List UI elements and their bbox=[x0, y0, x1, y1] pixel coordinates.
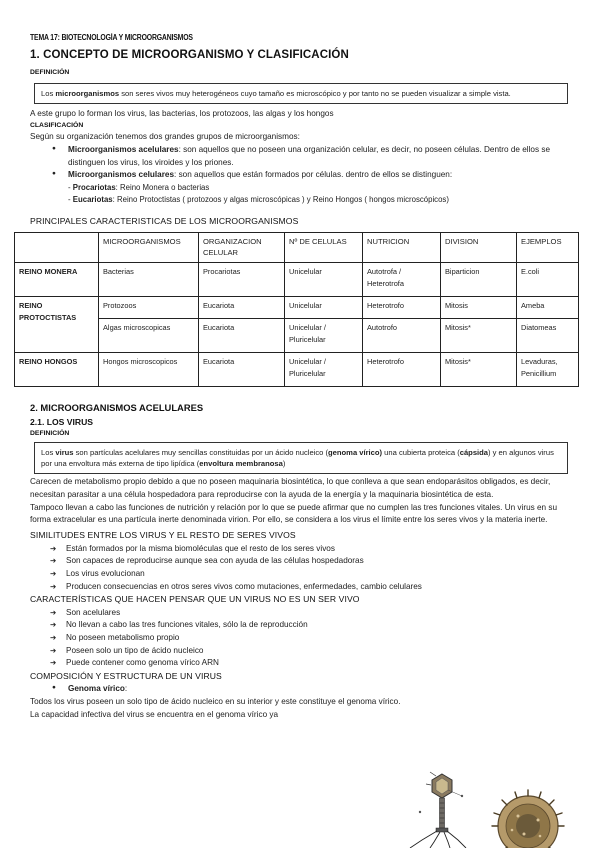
table-cell: Hongos microscopicos bbox=[99, 353, 199, 387]
table-row bbox=[15, 263, 579, 297]
table-cell: Mitosis* bbox=[441, 353, 517, 387]
list-item: ➔ No llevan a cabo las tres funciones vitales, sólo la de reproducción bbox=[50, 619, 572, 632]
table-row bbox=[15, 319, 579, 353]
table-cell: Protozoos bbox=[99, 297, 199, 319]
table-cell: Eucariota bbox=[199, 297, 285, 319]
spherical-virus-illustration bbox=[492, 790, 564, 848]
table-row bbox=[15, 353, 579, 387]
definition-label: DEFINICIÓN bbox=[30, 69, 70, 77]
table-cell: Heterotrofo bbox=[363, 297, 441, 319]
table-cell: Autotrofo bbox=[363, 319, 441, 353]
list-item: ➔ Puede contener como genoma vírico ARN bbox=[50, 657, 572, 670]
table-cell: E.coli bbox=[517, 263, 579, 297]
list-item: ➔ No poseen metabolismo propio bbox=[50, 632, 572, 645]
classification-list bbox=[30, 144, 572, 182]
table-cell: Heterotrofo bbox=[363, 353, 441, 387]
table-header-cell: Nº DE CELULAS bbox=[285, 232, 363, 263]
table-cell: Diatomeas bbox=[517, 319, 579, 353]
virus-subtitle: 2.1. LOS VIRUS bbox=[30, 416, 94, 427]
table-header-cell: DIVISION bbox=[441, 232, 517, 263]
list-item: ● Microorganismos celulares: son aquellos que están formados por células. dentro de ellos se distinguen: bbox=[52, 169, 572, 182]
table-cell: Ameba bbox=[517, 297, 579, 319]
table-cell: Autotrofa / Heterotrofa bbox=[363, 263, 441, 297]
list-item: ● Genoma vírico: bbox=[52, 683, 572, 696]
list-item: ➔ Son acelulares bbox=[50, 607, 572, 620]
virus-paragraph-1: Carecen de metabolismo propio debido a que no poseen maquinaria biosintética, lo que conlleva a que sean endoparásitos obligados, es decir, necesitan parasitar a una célula hospedadora para reproducirse con la ayuda de la energía y la maquinaria biosintética de esta. bbox=[30, 477, 551, 500]
table-title: PRINCIPALES CARACTERISTICAS DE LOS MICROORGANISMOS bbox=[30, 216, 299, 227]
classification-intro: Según su organización tenemos dos grandes grupos de microorganismos: bbox=[30, 132, 300, 142]
table-cell: Mitosis bbox=[441, 297, 517, 319]
table-cell: Eucariota bbox=[199, 319, 285, 353]
group-text: A este grupo lo forman los virus, las bacterias, los protozoos, las algas y los hongos bbox=[30, 109, 334, 119]
table-header-cell: NUTRICION bbox=[363, 232, 441, 263]
list-item: ➔ Producen consecuencias en otros seres vivos como mutaciones, enfermedades, cambio celulares bbox=[50, 581, 572, 594]
section2-title: 2. MICROORGANISMOS ACELULARES bbox=[30, 402, 204, 414]
table-cell: Bacterias bbox=[99, 263, 199, 297]
table-row bbox=[15, 297, 579, 319]
list-item: ➔ Están formados por la misma biomoléculas que el resto de los seres vivos bbox=[50, 543, 572, 556]
table-cell: Unicelular bbox=[285, 297, 363, 319]
table-cell: Unicelular bbox=[285, 263, 363, 297]
list-item: ➔ Poseen solo un tipo de ácido nucleico bbox=[50, 645, 572, 658]
characteristics-table bbox=[14, 232, 579, 388]
kingdom-cell: REINO MONERA bbox=[15, 263, 99, 297]
virus-definition-box: Los virus son partículas acelulares muy sencillas constituidas por un ácido nucleico (genoma vírico) una cubierta proteica (cápsida) y en algunos virus por una envoltura más externa de tipo lipídica (envoltura membranosa) bbox=[34, 442, 568, 475]
characteristics-title: CARACTERÍSTICAS QUE HACEN PENSAR QUE UN VIRUS NO ES UN SER VIVO bbox=[30, 594, 360, 605]
kingdom-cell: REINO PROTOCTISTAS bbox=[15, 297, 99, 353]
list-item: ➔ Son capaces de reproducirse aunque sea con ayuda de las células hospedadoras bbox=[50, 555, 572, 568]
similarities-list bbox=[30, 543, 572, 594]
composition-title: COMPOSICIÓN Y ESTRUCTURA DE UN VIRUS bbox=[30, 671, 222, 682]
table-cell: Eucariota bbox=[199, 353, 285, 387]
kingdom-cell: REINO HONGOS bbox=[15, 353, 99, 387]
table-header-row bbox=[15, 232, 579, 263]
composition-list bbox=[30, 683, 572, 696]
similarities-title: SIMILITUDES ENTRE LOS VIRUS Y EL RESTO DE SERES VIVOS bbox=[30, 530, 296, 541]
table-cell: Biparticion bbox=[441, 263, 517, 297]
table-cell: Levaduras, Penicillium bbox=[517, 353, 579, 387]
virus-paragraph-2: Tampoco llevan a cabo las funciones de nutrición y relación por lo que se puede afirmar que no cumplen las tres funciones vitales. Un virus en su forma extracelular es una partícula inerte denominada virion. Por ello, se considera a los virus el límite entre los seres vivos y la materia inerte. bbox=[30, 502, 558, 525]
virus-definition-label: DEFINICIÓN bbox=[30, 430, 70, 438]
table-header-cell: MICROORGANISMOS bbox=[99, 232, 199, 263]
section1-title: 1. CONCEPTO DE MICROORGANISMO Y CLASIFICACIÓN bbox=[30, 49, 349, 62]
table-header-cell: ORGANIZACION CELULAR bbox=[199, 232, 285, 263]
table-header-cell bbox=[15, 232, 99, 263]
list-item: ➔ Los virus evolucionan bbox=[50, 568, 572, 581]
table-cell: Mitosis* bbox=[441, 319, 517, 353]
characteristics-list bbox=[30, 607, 572, 671]
microorganism-definition-box: Los microorganismos son seres vivos muy heterogéneos cuyo tamaño es microscópico y por tanto no se pueden visualizar a simple vista. bbox=[34, 83, 568, 104]
table-header-cell: EJEMPLOS bbox=[517, 232, 579, 263]
table-cell: Unicelular / Pluricelular bbox=[285, 353, 363, 387]
table-cell: Algas microscopicas bbox=[99, 319, 199, 353]
table-cell: Unicelular / Pluricelular bbox=[285, 319, 363, 353]
virus-illustrations bbox=[400, 768, 600, 848]
virus-illustration-svg bbox=[400, 768, 600, 848]
classification-label: CLASIFICACIÓN bbox=[30, 121, 84, 129]
bacteriophage-illustration bbox=[410, 772, 466, 848]
microorganismos-term: microorganismos bbox=[55, 88, 120, 98]
list-item: ● Microorganismos acelulares: son aquellos que no poseen una organización celular, es decir, no poseen células. Dentro de ellos se distinguen los virus, los viroides y los priones. bbox=[52, 144, 572, 169]
genoma-text: Todos los virus poseen un solo tipo de ácido nucleico en su interior y este constituye el genoma vírico. La capacidad infectiva del virus se encuentra en el genoma vírico ya bbox=[30, 697, 401, 719]
topic-header: TEMA 17: BIOTECNOLOGÍA Y MICROORGANISMOS bbox=[30, 33, 193, 42]
table-cell: Procariotas bbox=[199, 263, 285, 297]
procariotas-line: - Procariotas: Reino Monera o bacterias bbox=[68, 183, 210, 193]
eucariotas-line: - Eucariotas: Reino Protoctistas ( protozoos y algas microscópicas ) y Reino Hongos ( hongos microscópicos) bbox=[68, 195, 449, 205]
